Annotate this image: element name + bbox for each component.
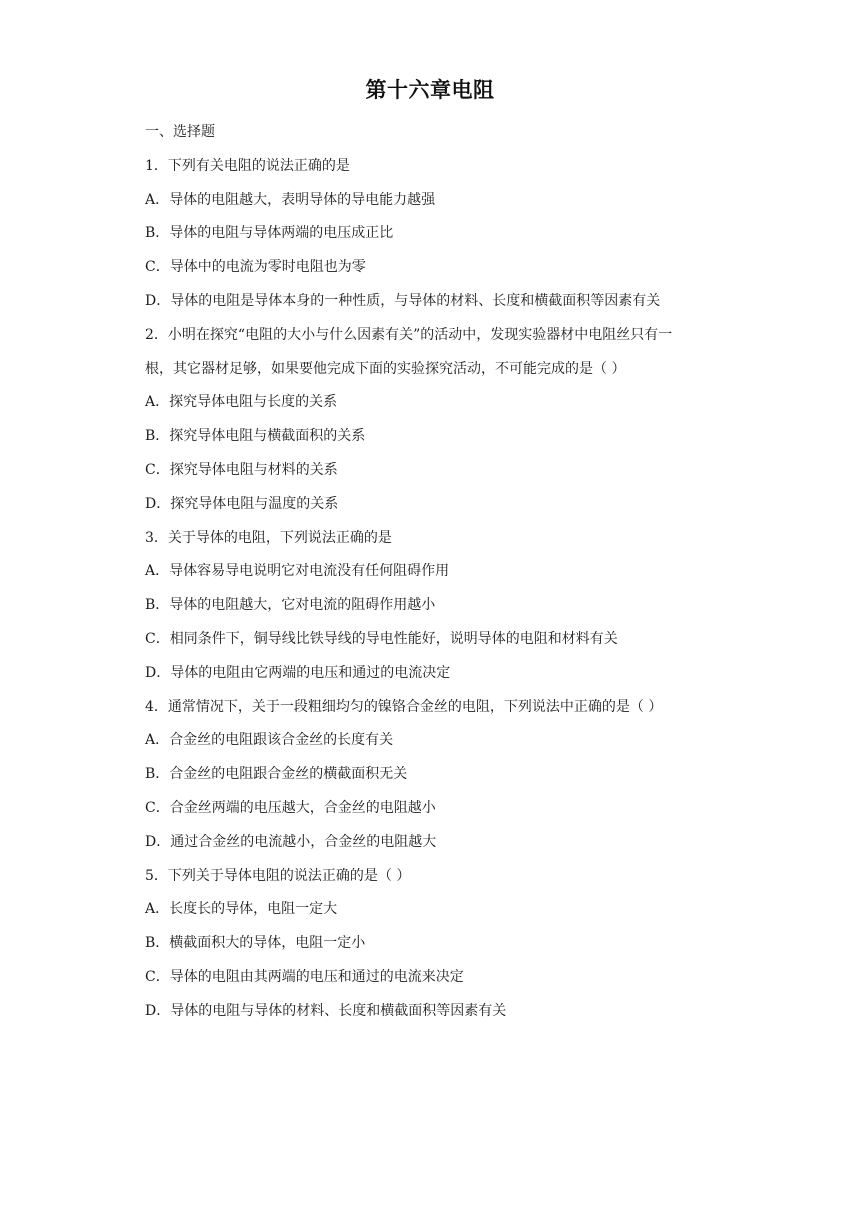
option-a: A．长度长的导体，电阻一定大 — [145, 901, 338, 918]
option-a: A．导体的电阻越大，表明导体的导电能力越强 — [145, 191, 436, 208]
question-list — [145, 116, 725, 1029]
option-b: B．导体的电阻越大，它对电流的阻碍作用越小 — [145, 597, 436, 614]
question-stem-continued: 根，其它器材足够，如果要他完成下面的实验探究活动，不可能完成的是（ ） — [145, 360, 626, 377]
option-c: C．探究导体电阻与材料的关系 — [145, 461, 338, 478]
option-d: D．通过合金丝的电流越小，合金丝的电阻越大 — [145, 833, 437, 850]
option-d: D．导体的电阻与导体的材料、长度和横截面积等因素有关 — [145, 1002, 507, 1019]
question-1 — [145, 150, 725, 319]
option-b: B．导体的电阻与导体两端的电压成正比 — [145, 225, 394, 242]
option-c: C．导体中的电流为零时电阻也为零 — [145, 259, 366, 276]
option-c: C．导体的电阻由其两端的电压和通过的电流来决定 — [145, 968, 464, 985]
option-c: C．相同条件下，铜导线比铁导线的导电性能好，说明导体的电阻和材料有关 — [145, 630, 618, 647]
option-a: A．探究导体电阻与长度的关系 — [145, 394, 338, 411]
option-b: B．横截面积大的导体，电阻一定小 — [145, 935, 366, 952]
question-4 — [145, 691, 725, 860]
option-a: A．导体容易导电说明它对电流没有任何阻碍作用 — [145, 563, 450, 580]
question-stem: 3．关于导体的电阻，下列说法正确的是 — [145, 529, 392, 546]
question-stem: 1．下列有关电阻的说法正确的是 — [145, 157, 350, 174]
question-5 — [145, 860, 725, 1029]
question-stem: 2．小明在探究“电阻的大小与什么因素有关”的活动中，发现实验器材中电阻丝只有一 — [145, 326, 673, 343]
question-stem: 5．下列关于导体电阻的说法正确的是（ ） — [145, 867, 411, 884]
question-stem: 4．通常情况下，关于一段粗细均匀的镍铬合金丝的电阻，下列说法中正确的是（ ） — [145, 698, 663, 715]
option-d: D．探究导体电阻与温度的关系 — [145, 495, 339, 512]
option-b: B．合金丝的电阻跟合金丝的横截面积无关 — [145, 766, 408, 783]
page-title: 第十六章电阻 — [365, 78, 495, 102]
option-b: B．探究导体电阻与横截面积的关系 — [145, 428, 366, 445]
question-3 — [145, 522, 725, 691]
question-2 — [145, 319, 725, 522]
section-heading: 一、选择题 — [145, 124, 215, 140]
option-a: A．合金丝的电阻跟该合金丝的长度有关 — [145, 732, 394, 749]
option-d: D．导体的电阻是导体本身的一种性质，与导体的材料、长度和横截面积等因素有关 — [145, 292, 661, 309]
option-c: C．合金丝两端的电压越大，合金丝的电阻越小 — [145, 799, 436, 816]
option-d: D．导体的电阻由它两端的电压和通过的电流决定 — [145, 664, 451, 681]
